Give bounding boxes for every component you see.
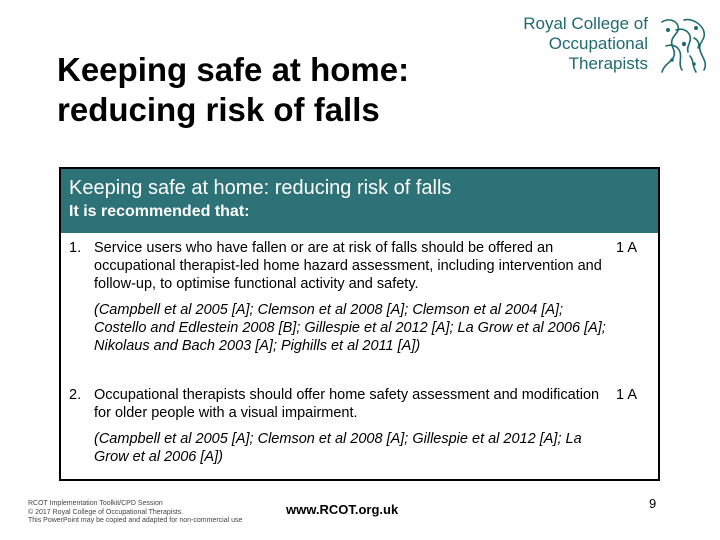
slide-title bbox=[57, 50, 497, 130]
recommendation-text: Occupational therapists should offer home safety assessment and modification for older people with a visual impairment. bbox=[94, 387, 600, 421]
recommendation-box bbox=[59, 167, 660, 481]
box-header bbox=[61, 169, 658, 233]
logo-line1: Royal College of bbox=[523, 14, 648, 33]
box-header-title: Keeping safe at home: reducing risk of falls bbox=[69, 177, 452, 199]
recommendation-number: 2. bbox=[69, 387, 82, 403]
recommendation-grade: 1 A bbox=[616, 240, 637, 256]
heraldic-seal-icon bbox=[654, 16, 712, 78]
recommendation-references: (Campbell et al 2005 [A]; Clemson et al 2008 [A]; Clemson et al 2004 [A]; Costello and Edlestein 2008 [B]; Gillespie et al 2012 [A]; La Grow et al 2006 [A]; Nikolaus and Bach 2003 [A]; Pighills et al 2011 [A]) bbox=[94, 302, 606, 354]
rcot-logo bbox=[523, 14, 712, 80]
logo-line3: Therapists bbox=[568, 54, 648, 73]
slide-title-line2: reducing risk of falls bbox=[57, 91, 380, 128]
footer-line3: This PowerPoint may be copied and adapted for non-commercial use bbox=[28, 517, 243, 524]
footer-line2: © 2017 Royal College of Occupational Therapists. bbox=[28, 508, 184, 516]
page-number: 9 bbox=[649, 496, 657, 511]
recommendation-item bbox=[69, 386, 649, 466]
footer-line1: RCOT Implementation Toolkit/CPD Session bbox=[28, 500, 163, 507]
recommendation-item bbox=[69, 239, 649, 355]
footer-url-link[interactable]: www.RCOT.org.uk bbox=[286, 502, 399, 517]
recommendation-references: (Campbell et al 2005 [A]; Clemson et al 2008 [A]; Gillespie et al 2012 [A]; La Grow et al 2006 [A]) bbox=[94, 431, 582, 465]
slide-title-line1: Keeping safe at home: bbox=[57, 51, 410, 88]
recommendation-text: Service users who have fallen or are at risk of falls should be offered an occupational therapist-led home hazard assessment, including intervention and follow-up, to optimise functional activity and safety. bbox=[94, 240, 602, 292]
recommendation-number: 1. bbox=[69, 240, 82, 256]
recommendation-grade: 1 A bbox=[616, 387, 637, 403]
box-header-subtitle: It is recommended that: bbox=[69, 203, 250, 220]
footer-copyright bbox=[28, 500, 242, 526]
logo-text bbox=[523, 14, 648, 74]
logo-line2: Occupational bbox=[548, 34, 648, 53]
